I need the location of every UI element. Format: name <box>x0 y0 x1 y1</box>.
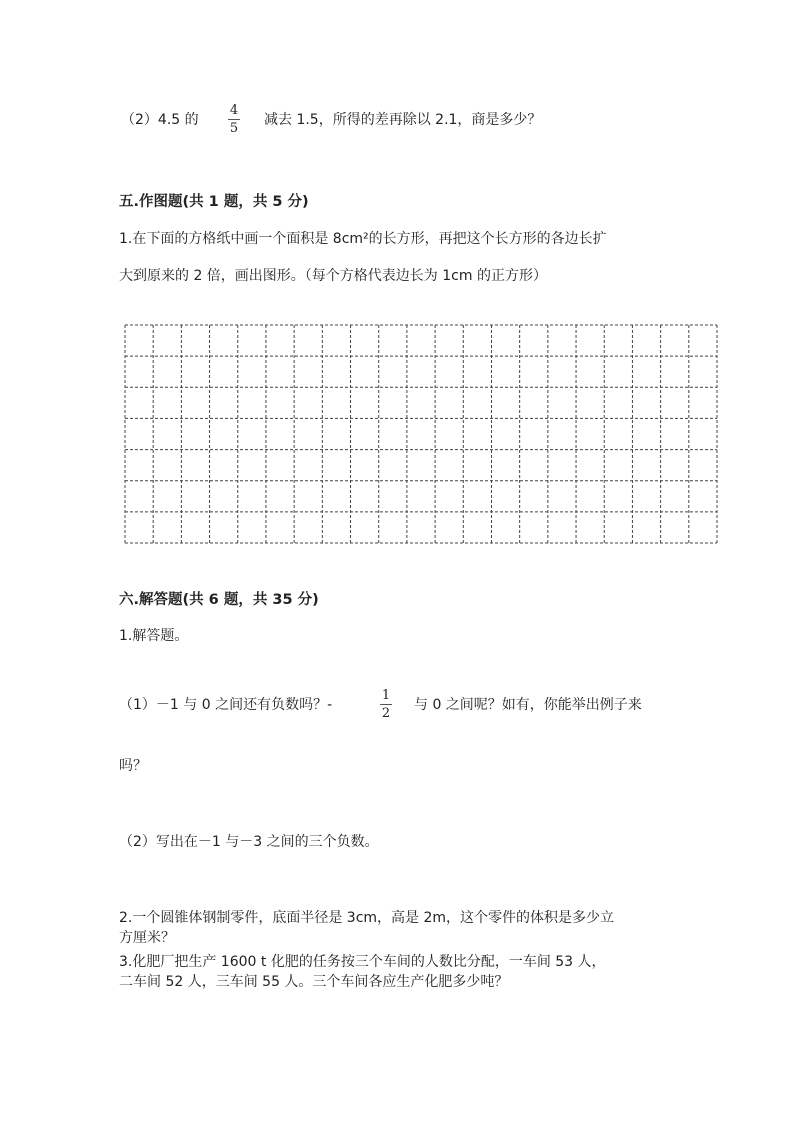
square-grid-paper[interactable] <box>124 324 718 544</box>
section6-title: 六.解答题(共 6 题，共 35 分) <box>119 592 319 608</box>
q5-2-suffix: 减去 1.5，所得的差再除以 2.1，商是多少？ <box>264 112 542 128</box>
section6-q1-title: 1.解答题。 <box>119 628 189 644</box>
fraction-numerator: 4 <box>229 103 239 118</box>
section5-title: 五.作图题(共 1 题，共 5 分) <box>119 194 309 210</box>
fraction-bar <box>380 704 392 705</box>
section6-q1-2: （2）写出在－1 与－3 之间的三个负数。 <box>119 834 379 850</box>
fraction-one-half <box>379 688 393 721</box>
section5-q1-line1: 1.在下面的方格纸中画一个面积是 8cm²的长方形，再把这个长方形的各边长扩 <box>119 231 607 247</box>
section6-q3-line2: 二车间 52 人，三车间 55 人。三个车间各应生产化肥多少吨？ <box>119 974 509 990</box>
fraction-bar <box>228 119 240 120</box>
fraction-denominator: 5 <box>229 121 239 136</box>
section6-q1-1-suffix: 与 0 之间呢？如有，你能举出例子来 <box>414 697 642 713</box>
q5-2-prefix: （2）4.5 的 <box>121 112 199 128</box>
section5-q1-line2: 大到原来的 2 倍，画出图形。（每个方格代表边长为 1cm 的正方形） <box>119 268 547 284</box>
section6-q2-line2: 方厘米？ <box>119 930 175 946</box>
section6-q1-1-prefix: （1）－1 与 0 之间还有负数吗？- <box>119 697 333 713</box>
section6-q2-line1: 2.一个圆锥体钢制零件，底面半径是 3cm，高是 2m，这个零件的体积是多少立 <box>119 910 615 926</box>
section6-q3-line1: 3.化肥厂把生产 1600 t 化肥的任务按三个车间的人数比分配，一车间 53 人， <box>119 954 606 970</box>
fraction-denominator: 2 <box>381 706 391 721</box>
fraction-four-fifths <box>227 103 241 136</box>
fraction-numerator: 1 <box>381 688 391 703</box>
section6-q1-1-cont: 吗？ <box>119 758 147 774</box>
